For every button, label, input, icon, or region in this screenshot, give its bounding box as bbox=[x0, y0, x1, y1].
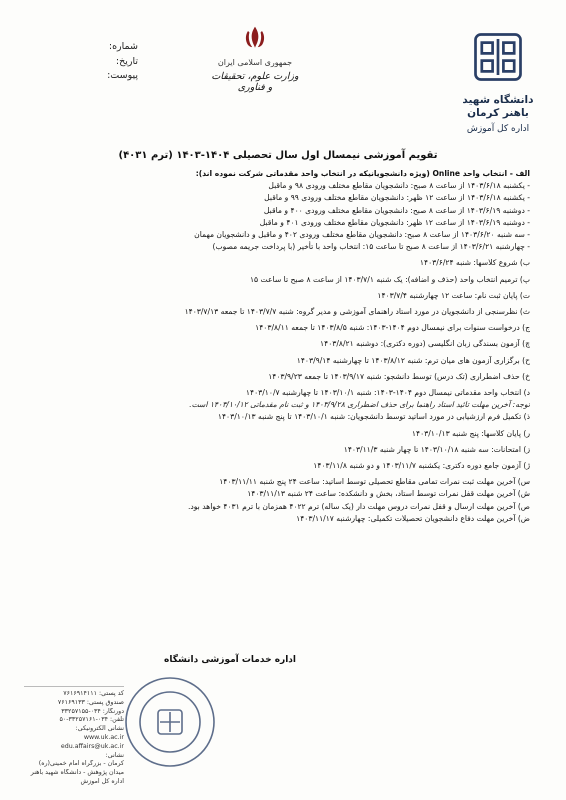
attachment-label: پیوست: bbox=[107, 70, 138, 81]
contact-divider bbox=[24, 686, 124, 687]
postal-code: کد پستی: ۷۶۱۶۹۱۴۱۱۱ bbox=[63, 690, 124, 697]
section-line: الف - انتخاب واحد Online (ویژه دانشجویانیکه در انتخاب واحد مقدماتی شرکت نموده اند): bbox=[195, 169, 530, 178]
schedule-line: ت) پایان ثبت نام: ساعت ۱۲ چهارشنبه ۱۴۰۳/۷/۴ bbox=[377, 290, 530, 300]
schedule-line: ز) امتحانات: سه شنبه ۱۴۰۳/۱۰/۱۸ تا چهار شنبه ۱۴۰۳/۱۱/۳ bbox=[343, 444, 530, 454]
email-label: نشانی الکترونیکی: bbox=[75, 725, 124, 733]
university-name: دانشگاه شهید باهنر کرمان bbox=[462, 94, 534, 119]
schedule-line: - دوشنبه ۱۴۰۳/۶/۱۹ از ساعت ۸ صبح: دانشجویان مقاطع مختلف ورودی ۴۰۰ و ماقبل bbox=[263, 205, 530, 215]
email-link[interactable]: edu.affairs@uk.ac.ir bbox=[60, 742, 124, 750]
schedule-line: پ) ترمیم انتخاب واحد (حذف و اضافه): یک شنبه ۱۴۰۳/۷/۱ از ساعت ۸ صبح تا ساعت ۱۵ bbox=[249, 274, 530, 284]
republic-text: جمهوری اسلامی ایران bbox=[217, 58, 293, 67]
address-line: میدان پژوهش - دانشگاه شهید باهنر bbox=[30, 769, 124, 777]
ministry-header bbox=[210, 24, 300, 93]
schedule-line: - یکشنبه ۱۴۰۳/۶/۱۸ از ساعت ۱۲ ظهر: دانشجویان مقاطع مختلف ورودی ۹۹ و ماقبل bbox=[264, 193, 530, 203]
schedule-line: - یکشنبه ۱۴۰۳/۶/۱۸ از ساعت ۸ صبح: دانشجویان مقاطع مختلف ورودی ۹۸ و ماقبل bbox=[268, 181, 530, 191]
schedule-line: خ) حذف اضطراری (تک درس) توسط دانشجو: شنبه ۱۴۰۳/۹/۱۷ تا جمعه ۱۴۰۳/۹/۲۳ bbox=[268, 371, 530, 381]
schedule-line: ص) آخرین مهلت ارسال و قفل نمرات دروس مهلت دار (یک ساله) ترم ۴۰۲۲ همزمان با ترم ۴۰۳۱ خواهد بود. bbox=[187, 501, 530, 511]
note-line: توجه: آخرین مهلت تائید استاد راهنما برای حذف اضطراری ۱۴۰۳/۹/۲۸ و ثبت نام مقدماتی ۱۴۰۳/۱۰/۱۲ است. bbox=[189, 400, 530, 410]
schedule-line: س) آخرین مهلت ثبت نمرات تمامی مقاطع تحصیلی توسط اساتید: ساعت ۲۴ پنج شنبه ۱۴۰۳/۱۱/۱۱ bbox=[219, 477, 530, 487]
letter-meta bbox=[18, 40, 138, 84]
phone: تلفن: ۰۳۴-۳۳۲۵۷۱۶۱-۵۰ bbox=[59, 716, 124, 724]
schedule-line: ش) آخرین مهلت قفل نمرات توسط استاد، بخش و دانشکده: ساعت ۲۴ شنبه ۱۴۰۳/۱۱/۱۳ bbox=[247, 489, 530, 499]
university-logo-icon bbox=[471, 30, 525, 84]
iran-emblem-icon bbox=[241, 24, 269, 52]
address-label: نشانی: bbox=[105, 751, 124, 759]
schedule-line: ذ) تکمیل فرم ارزشیابی در مورد اساتید توسط دانشجویان: شنبه ۱۴۰۳/۱۰/۱ تا پنج شنبه ۱۴۰۳/۱۰/۱۳ bbox=[217, 412, 530, 422]
schedule-line: - دوشنبه ۱۴۰۳/۶/۱۹ از ساعت ۱۲ ظهر: دانشجویان مقاطع مختلف ورودی ۴۰۱ و ماقبل bbox=[259, 217, 530, 227]
schedule-line: د) انتخاب واحد مقدماتی نیمسال دوم ۱۴۰۴-۱۴۰۳: شنبه ۱۴۰۳/۱۰/۱ تا چهارشنبه ۱۴۰۳/۱۰/۷ bbox=[245, 388, 530, 398]
office-stamp-icon bbox=[120, 672, 220, 772]
po-box: صندوق پستی: ۷۶۱۶۹۱۳۳ bbox=[57, 698, 124, 706]
schedule-line: ژ) آزمون جامع دوره دکتری: یکشنبه ۱۴۰۳/۱۱/۷ و دو شنبه ۱۴۰۳/۱۱/۸ bbox=[313, 461, 530, 471]
schedule-line: ر) پایان کلاسها: پنج شنبه ۱۴۰۳/۱۰/۱۳ bbox=[411, 428, 530, 438]
schedule-line: ح) برگزاری آزمون های میان ترم: شنبه ۱۴۰۳/۸/۱۲ تا چهارشنبه ۱۴۰۳/۹/۱۴ bbox=[296, 355, 530, 365]
fax: دورنگار: ۰۳۴-۳۳۲۵۷۱۵۵ bbox=[61, 707, 124, 715]
ministry-text: وزارت علوم، تحقیقات و فناوری bbox=[211, 71, 299, 93]
address-line: اداره کل آموزش bbox=[80, 777, 124, 785]
office-name: اداره کل آموزش bbox=[466, 124, 530, 134]
schedule-line: - سه شنبه ۱۴۰۳/۶/۲۰ از ساعت ۸ صبح: دانشجویان مقاطع مختلف ورودی ۴۰۲ و ماقبل و دانشجویان مهمان bbox=[194, 230, 530, 240]
schedule-line: ج) درخواست سنوات برای نیمسال دوم ۱۴۰۴-۱۴۰۳: شنبه ۱۴۰۳/۸/۵ تا جمعه ۱۴۰۳/۸/۱۱ bbox=[255, 323, 530, 333]
calendar-body bbox=[28, 168, 530, 525]
schedule-line: چ) آزمون بسندگی زبان انگلیسی (دوره دکتری): دوشنبه ۱۴۰۳/۸/۲۱ bbox=[320, 339, 530, 349]
signature-text: اداره خدمات آموزشی دانشگاه bbox=[164, 655, 296, 665]
schedule-line: ث) نظرسنجی از دانشجویان در مورد استاد راهنمای آموزشی و مدیر گروه: شنبه ۱۴۰۳/۷/۷ تا جمعه ۱۴۰۳/۷/۱۳ bbox=[184, 307, 530, 317]
calendar-title: تقویم آموزشی نیمسال اول سال تحصیلی ۱۴۰۴-۱۴۰۳ (ترم ۴۰۳۱) bbox=[118, 150, 438, 161]
schedule-line: ب) شروع کلاسها: شنبه ۱۴۰۳/۶/۲۴ bbox=[419, 258, 530, 268]
date-label: تاریخ: bbox=[115, 55, 138, 67]
number-label: شماره: bbox=[108, 41, 138, 52]
contact-info bbox=[24, 690, 124, 787]
schedule-line: - چهارشنبه ۱۴۰۳/۶/۲۱ از ساعت ۸ صبح تا ساعت ۱۵: انتخاب واحد با تأخیر (با پرداخت جریمه مصوب) bbox=[212, 242, 530, 252]
schedule-line: ض) آخرین مهلت دفاع دانشجویان تحصیلات تکمیلی: چهارشنبه ۱۴۰۳/۱۱/۱۷ bbox=[296, 513, 530, 523]
university-header bbox=[456, 30, 540, 134]
website-link[interactable]: www.uk.ac.ir bbox=[83, 733, 124, 741]
address-line: کرمان - بزرگراه امام خمینی(ره) bbox=[38, 760, 124, 768]
